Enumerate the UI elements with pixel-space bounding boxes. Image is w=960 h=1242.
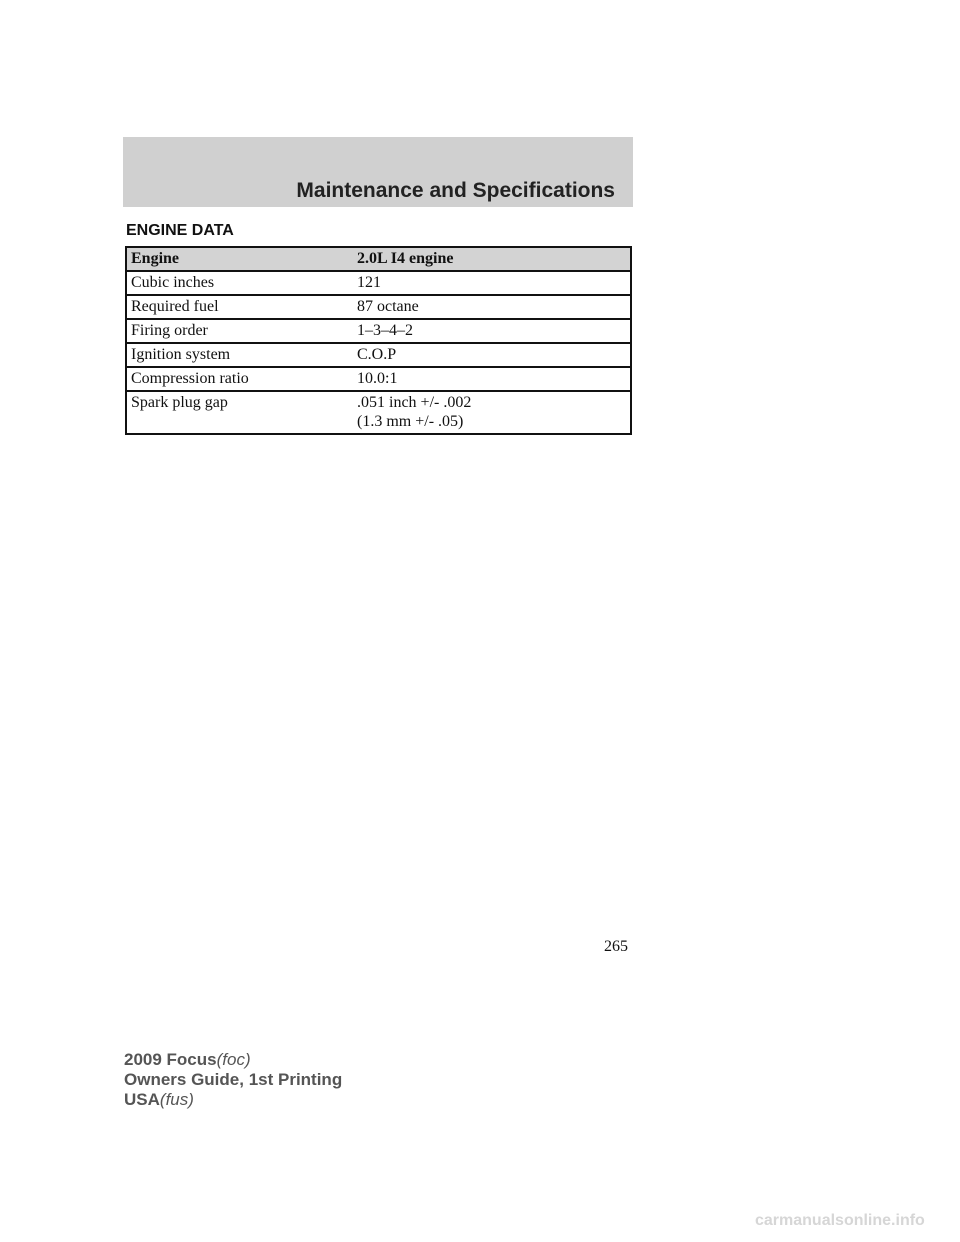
table-cell-value: 121	[353, 271, 631, 295]
table-header-row	[126, 247, 631, 271]
table-cell-value-line: .051 inch +/- .002	[357, 394, 472, 411]
table-cell-value: 87 octane	[353, 295, 631, 319]
engine-data-heading: ENGINE DATA	[126, 222, 234, 239]
table-cell-value-line: (1.3 mm +/- .05)	[357, 413, 464, 430]
table-row	[126, 271, 631, 295]
footer-guide: Owners Guide, 1st Printing	[124, 1070, 343, 1089]
table-header-cell: 2.0L I4 engine	[353, 247, 631, 271]
table-cell-label: Spark plug gap	[126, 391, 353, 434]
table-cell-label: Ignition system	[126, 343, 353, 367]
table-cell-label: Compression ratio	[126, 367, 353, 391]
table-cell-value: C.O.P	[353, 343, 631, 367]
section-header-title: Maintenance and Specifications	[296, 179, 615, 202]
table-cell-value	[353, 391, 631, 434]
table-header-cell: Engine	[126, 247, 353, 271]
table-cell-label: Required fuel	[126, 295, 353, 319]
footer-model: 2009 Focus	[124, 1050, 217, 1069]
table-cell-label: Cubic inches	[126, 271, 353, 295]
footer-model-code: (foc)	[216, 1050, 251, 1069]
table-cell-value: 10.0:1	[353, 367, 631, 391]
table-row	[126, 367, 631, 391]
table-row	[126, 391, 631, 434]
table-row	[126, 343, 631, 367]
table-cell-value: 1–3–4–2	[353, 319, 631, 343]
table-cell-label: Firing order	[126, 319, 353, 343]
section-header-band	[123, 137, 633, 207]
table-row	[126, 295, 631, 319]
engine-data-table	[125, 246, 632, 435]
watermark: carmanualsonline.info	[755, 1212, 925, 1229]
footer-market: USA	[124, 1090, 160, 1109]
table-row	[126, 319, 631, 343]
footer-market-code: (fus)	[159, 1090, 194, 1109]
page-number: 265	[604, 938, 628, 955]
print-footer	[124, 1050, 342, 1110]
